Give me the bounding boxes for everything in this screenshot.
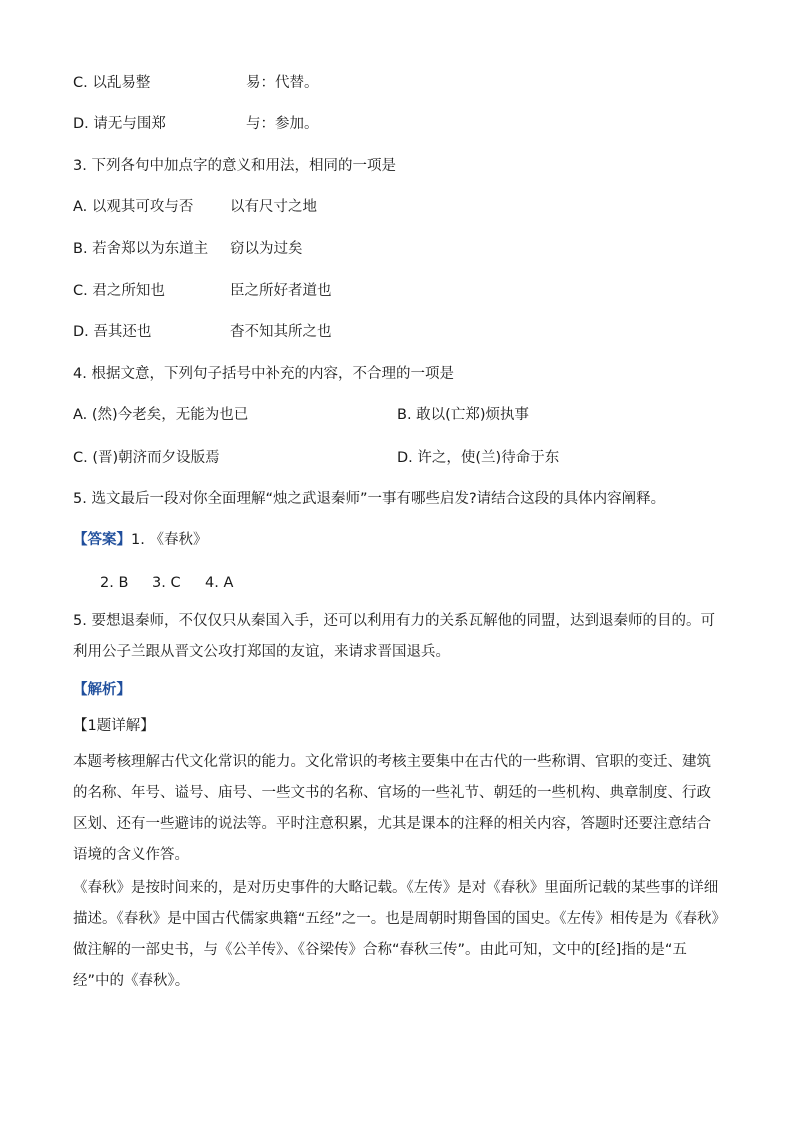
q2-option-d-right: 与：参加。 bbox=[246, 116, 319, 132]
q3-option-b-left: B. 若舍郑以为东道主 bbox=[73, 241, 209, 257]
q3-option-a-right: 以有尺寸之地 bbox=[230, 199, 317, 215]
q2-option-c bbox=[73, 73, 319, 93]
q3-option-d bbox=[73, 322, 332, 342]
q3-option-c bbox=[73, 281, 332, 301]
q3-option-b bbox=[73, 239, 303, 259]
q2-option-c-left: C. 以乱易整 bbox=[73, 75, 151, 91]
analysis-tag bbox=[73, 680, 131, 700]
q4-option-b: B. 敢以(亡郑)烦执事 bbox=[397, 407, 529, 423]
q4-options-row-1 bbox=[73, 405, 529, 425]
q5-stem: 5. 选文最后一段对你全面理解“烛之武退秦师”一事有哪些启发?请结合这段的具体内容阐释。 bbox=[73, 491, 666, 507]
q3-option-b-right: 窃以为过矣 bbox=[230, 241, 303, 257]
q3-option-c-left: C. 君之所知也 bbox=[73, 283, 165, 299]
q3-option-c-right: 臣之所好者道也 bbox=[230, 283, 332, 299]
q1-detail-heading: 【1题详解】 bbox=[73, 718, 155, 734]
q4-option-d: D. 许之，使(兰)待命于东 bbox=[397, 450, 560, 466]
q4-stem: 4. 根据文意，下列句子括号中补充的内容，不合理的一项是 bbox=[73, 366, 454, 382]
q3-option-a-left: A. 以观其可攻与否 bbox=[73, 199, 194, 215]
q4-options-row-2 bbox=[73, 448, 560, 468]
answer-3: 3. C bbox=[152, 575, 181, 591]
q4-option-a: A. (然)今老矣，无能为也已 bbox=[73, 407, 249, 423]
q2-option-c-right: 易：代替。 bbox=[246, 75, 319, 91]
q3-option-d-left: D. 吾其还也 bbox=[73, 324, 152, 340]
answer-1: 1. 《春秋》 bbox=[131, 532, 208, 548]
answer-5: 5. 要想退秦师，不仅仅只从秦国入手，还可以利用有力的关系瓦解他的同盟，达到退秦师的目的。可利用公子兰跟从晋文公攻打郑国的友谊，来请求晋国退兵。 bbox=[73, 613, 715, 660]
answer-tag: 【答案】 bbox=[73, 532, 131, 548]
answer-line-1 bbox=[73, 530, 207, 550]
q2-option-d bbox=[73, 114, 319, 134]
q2-option-d-left: D. 请无与围郑 bbox=[73, 116, 166, 132]
analysis-paragraph-2: 《春秋》是按时间来的，是对历史事件的大略记载。《左传》是对《春秋》里面所记载的某些事的详细描述。《春秋》是中国古代儒家典籍“五经”之一。也是周朝时期鲁国的国史。《左传》相传是为《春秋》做注解的一部史书，与《公羊传》、《谷梁传》合称“春秋三传”。由此可知，文中的[经]指的是“五经”中的《春秋》。 bbox=[73, 880, 719, 989]
answer-line-2 bbox=[100, 573, 234, 593]
q3-option-a bbox=[73, 197, 317, 217]
q3-option-d-right: 杳不知其所之也 bbox=[230, 324, 332, 340]
analysis-paragraph-1: 本题考核理解古代文化常识的能力。文化常识的考核主要集中在古代的一些称谓、官职的变迁、建筑的名称、年号、谥号、庙号、一些文书的名称、官场的一些礼节、朝廷的一些机构、典章制度、行政区划、还有一些避讳的说法等。平时注意积累，尤其是课本的注释的相关内容，答题时还要注意结合语境的含义作答。 bbox=[73, 754, 711, 863]
q3-stem: 3. 下列各句中加点字的意义和用法，相同的一项是 bbox=[73, 158, 396, 174]
q4-option-c: C. (晋)朝济而夕设版焉 bbox=[73, 450, 220, 466]
analysis-tag-text: 【解析】 bbox=[73, 682, 131, 698]
answer-4: 4. A bbox=[205, 575, 234, 591]
answer-2: 2. B bbox=[100, 575, 129, 591]
